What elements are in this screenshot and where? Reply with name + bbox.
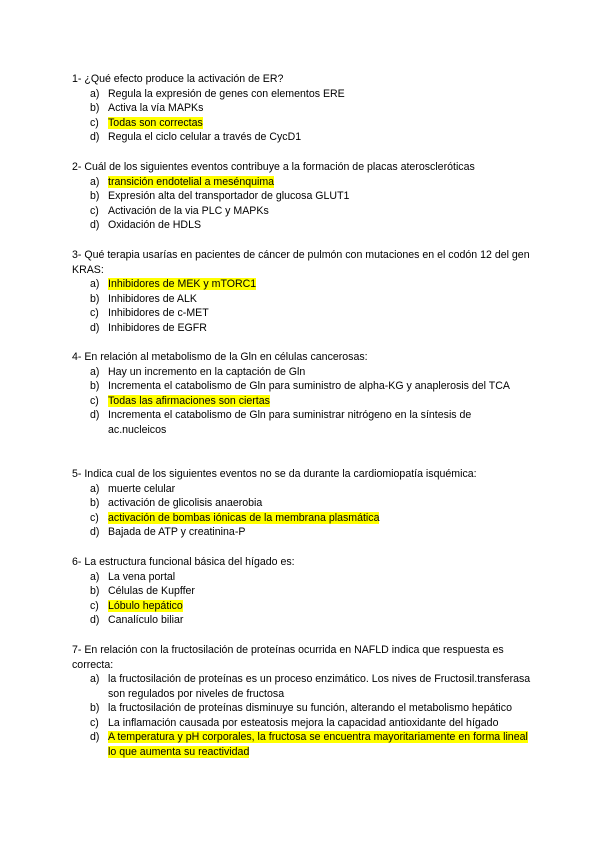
option-text-highlighted: transición endotelial a mesénquima [108,175,275,188]
option [72,613,532,628]
option-label: c) [90,716,99,729]
option-text: Regula el ciclo celular a través de CycD1 [108,131,302,143]
option [72,87,532,102]
option-label: b) [90,702,100,714]
option-list [72,672,532,759]
option-label: a) [90,175,100,188]
option-text: Inhibidores de ALK [108,292,197,305]
option-text-highlighted: A temperatura y pH corporales, la fructosa se encuentra mayoritariamente en forma lineal lo que aumenta su reactividad [108,731,528,758]
question-3 [72,248,532,335]
option-text: Células de Kupffer [108,585,195,597]
question-2 [72,160,532,233]
option [72,306,532,321]
option-text-highlighted: Todas son correctas [108,116,203,129]
option-text: Incrementa el catabolismo de Gln para suministro de alpha-KG y anaplerosis del TCA [108,380,510,392]
question-6 [72,555,532,628]
option-text: La vena portal [108,570,176,583]
option [72,716,532,731]
option-text: Activación de la via PLC y MAPKs [108,204,269,217]
option [72,408,532,437]
option [72,584,532,599]
option [72,116,532,131]
option-text: muerte celular [108,482,176,495]
option [72,394,532,409]
option-label: a) [90,570,100,583]
option-text: Canalículo biliar [108,614,184,626]
option-label: a) [90,87,100,100]
option-label: d) [90,614,100,626]
question-text: 3- Qué terapia usarías en pacientes de cáncer de pulmón con mutaciones en el codón 12 del gen KRAS: [72,249,530,276]
option-label: c) [90,116,99,129]
option-label: d) [90,131,100,143]
option-text-highlighted: activación de bombas iónicas de la membrana plasmática [108,511,380,524]
question-text: 5- Indica cual de los siguientes eventos no se da durante la cardiomiopatía isquémica: [72,468,477,480]
option-text: la fructosilación de proteínas disminuye su función, alterando el metabolismo hepático [108,702,512,714]
option [72,175,532,190]
option-label: b) [90,292,100,305]
option [72,701,532,716]
option [72,189,532,204]
option [72,511,532,526]
option-text: Incrementa el catabolismo de Gln para suministrar nitrógeno en la síntesis de ac.nucleicos [108,409,472,436]
option-text: Inhibidores de EGFR [108,321,207,334]
option-list [72,570,532,628]
option-list [72,277,532,335]
option [72,218,532,233]
option-list [72,175,532,233]
option [72,101,532,116]
question-text: 2- Cuál de los siguientes eventos contribuye a la formación de placas ateroscleróticas [72,161,475,173]
option [72,292,532,307]
option [72,204,532,219]
option-label: d) [90,731,100,743]
option [72,321,532,336]
question-text: 7- En relación con la fructosilación de proteínas ocurrida en NAFLD indica que respuesta es correcta: [72,644,504,671]
option-text-highlighted: Lóbulo hepático [108,599,183,612]
option-list [72,482,532,540]
option-label: c) [90,394,99,407]
option-label: a) [90,278,100,290]
option [72,525,532,540]
option-text: La inflamación causada por esteatosis mejora la capacidad antioxidante del hígado [108,716,499,729]
option-label: a) [90,482,100,495]
option-label: b) [90,190,100,202]
option-list [72,365,532,438]
option-label: d) [90,321,100,334]
question-4 [72,350,532,437]
option-label: d) [90,219,100,231]
question-7 [72,643,532,759]
option-label: c) [90,599,99,612]
option [72,570,532,585]
option [72,496,532,511]
option [72,365,532,380]
option-text: Activa la vía MAPKs [108,102,204,114]
option-label: c) [90,307,99,319]
option-label: c) [90,204,99,217]
option-label: b) [90,102,100,114]
option-label: d) [90,526,100,538]
option-label: b) [90,585,100,597]
option [72,379,532,394]
option-label: b) [90,497,100,509]
option-text: la fructosilación de proteínas es un proceso enzimático. Los nives de Fructosil.transferasa son regulados por niveles de fructosa [108,673,531,700]
question-text: 1- ¿Qué efecto produce la activación de ER? [72,73,284,85]
option-label: d) [90,409,100,421]
option-text: Bajada de ATP y creatinina-P [108,526,246,538]
option [72,482,532,497]
option-label: b) [90,380,100,392]
option-text: Regula la expresión de genes con elementos ERE [108,87,345,100]
option [72,672,532,701]
option-text-highlighted: Inhibidores de MEK y mTORC1 [108,278,257,290]
option-text-highlighted: Todas las afirmaciones son ciertas [108,394,270,407]
question-1 [72,72,532,145]
option [72,130,532,145]
option-list [72,87,532,145]
option-text: Expresión alta del transportador de glucosa GLUT1 [108,190,350,202]
option-text: Oxidación de HDLS [108,219,202,231]
option [72,599,532,614]
question-text: 4- En relación al metabolismo de la Gln en células cancerosas: [72,351,368,363]
option-text: Inhibidores de c-MET [108,307,209,319]
option [72,730,532,759]
option-label: a) [90,365,100,378]
option [72,277,532,292]
option-text: Hay un incremento en la captación de Gln [108,365,306,378]
question-text: 6- La estructura funcional básica del hígado es: [72,556,295,568]
option-text: activación de glicolisis anaerobia [108,497,263,509]
option-label: a) [90,673,100,685]
question-5 [72,467,532,540]
option-label: c) [90,511,99,524]
